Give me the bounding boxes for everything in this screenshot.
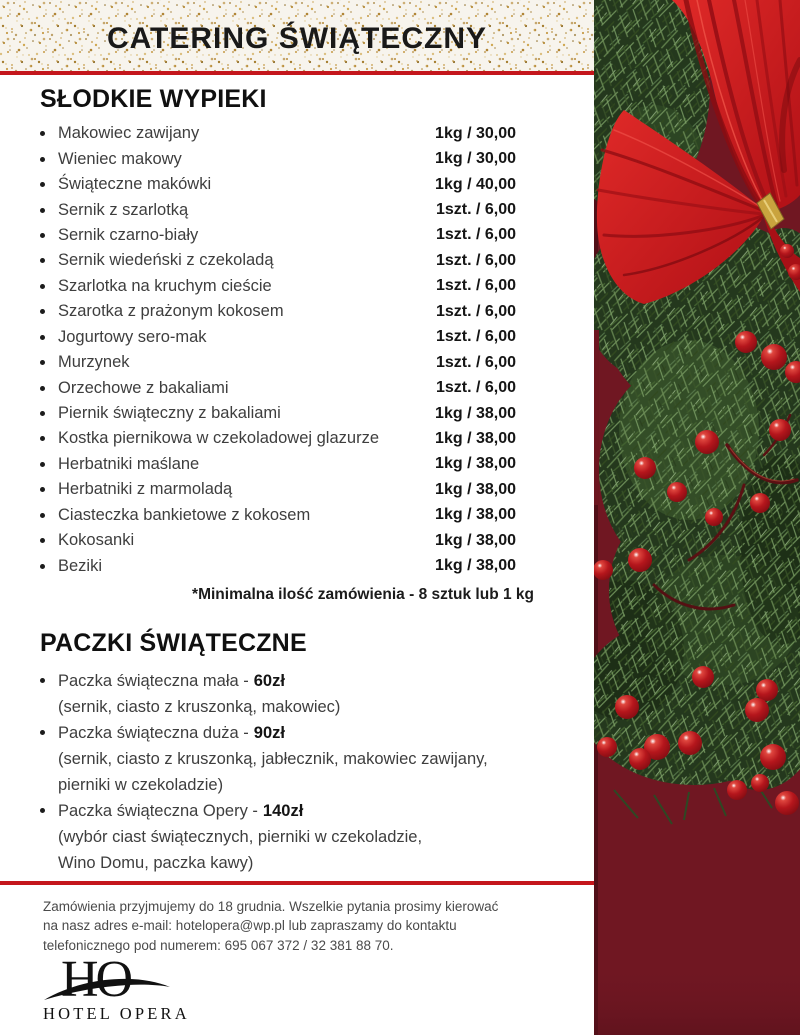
- bullet-icon: [40, 182, 45, 187]
- item-price: 1szt. / 6,00: [435, 379, 516, 397]
- item-name: Ciasteczka bankietowe z kokosem: [58, 505, 311, 524]
- item-name: Sernik czarno-biały: [58, 225, 199, 244]
- item-name: Jogurtowy sero-mak: [58, 327, 207, 346]
- bullet-icon: [40, 335, 45, 340]
- menu-item: [40, 503, 534, 528]
- item-price: 1kg / 38,00: [435, 404, 516, 422]
- menu-content: [40, 86, 534, 876]
- item-name: Beziki: [58, 556, 103, 575]
- menu-item: [40, 121, 534, 146]
- package-detail: Wino Domu, paczka kawy): [58, 853, 254, 872]
- menu-item: [40, 401, 534, 426]
- bullet-icon: [40, 564, 45, 569]
- item-price: 1kg / 38,00: [435, 429, 516, 447]
- item-name: Murzynek: [58, 353, 130, 372]
- package-price: 60zł: [253, 671, 285, 690]
- package-detail: (sernik, ciasto z kruszonką, makowiec): [58, 697, 341, 716]
- item-price: 1kg / 38,00: [435, 455, 516, 473]
- bullet-icon: [40, 513, 45, 518]
- wreath-photo: [594, 0, 800, 1035]
- menu-item: [40, 426, 534, 451]
- item-name: Orzechowe z bakaliami: [58, 378, 229, 397]
- item-price: 1kg / 40,00: [435, 175, 516, 193]
- bullet-icon: [40, 386, 45, 391]
- item-price: 1kg / 38,00: [435, 506, 516, 524]
- bullet-icon: [40, 411, 45, 416]
- menu-item: [40, 528, 534, 553]
- bullet-icon: [40, 233, 45, 238]
- logo-wordmark: HOTEL OPERA: [43, 1004, 190, 1023]
- item-price: 1kg / 38,00: [435, 557, 516, 575]
- item-price: 1szt. / 6,00: [435, 226, 516, 244]
- package-detail: pierniki w czekoladzie): [58, 775, 224, 794]
- bullet-icon: [40, 208, 45, 213]
- item-name: Sernik z szarlotką: [58, 200, 189, 219]
- menu-item: [40, 350, 534, 375]
- item-price: 1kg / 38,00: [435, 480, 516, 498]
- item-name: Kostka piernikowa w czekoladowej glazurze: [58, 429, 379, 448]
- contact-line: Zamówienia przyjmujemy do 18 grudnia. Wszelkie pytania prosimy kierować: [43, 899, 499, 914]
- bullet-icon: [40, 157, 45, 162]
- packages-list: [40, 668, 534, 876]
- package-price: 90zł: [253, 723, 285, 742]
- logo-monogram: HO: [61, 951, 131, 1006]
- menu-item: [40, 274, 534, 299]
- bullet-icon: [40, 284, 45, 289]
- item-price: 1szt. / 6,00: [435, 277, 516, 295]
- contact-info: [43, 897, 498, 955]
- menu-item: [40, 197, 534, 222]
- item-price: 1szt. / 6,00: [435, 328, 516, 346]
- menu-item: [40, 553, 534, 578]
- bullet-icon: [40, 462, 45, 467]
- item-name: Świąteczne makówki: [58, 175, 212, 194]
- package-detail: (wybór ciast świątecznych, pierniki w czekoladzie,: [58, 827, 423, 846]
- menu-item: [40, 325, 534, 350]
- menu-item: [40, 299, 534, 324]
- top-divider: [0, 71, 594, 75]
- item-name: Wieniec makowy: [58, 149, 182, 168]
- menu-item: [40, 146, 534, 171]
- section-heading-sweets: SŁODKIE WYPIEKI: [40, 85, 267, 113]
- item-name: Herbatniki maślane: [58, 454, 200, 473]
- menu-item: [40, 452, 534, 477]
- contact-line: na nasz adres e-mail: hotelopera@wp.pl lub zapraszamy do kontaktu: [43, 918, 457, 934]
- item-name: Makowiec zawijany: [58, 124, 200, 143]
- package-name: Paczka świąteczna duża -: [58, 723, 249, 742]
- menu-item: [40, 223, 534, 248]
- bullet-icon: [40, 808, 45, 813]
- item-name: Szarotka z prażonym kokosem: [58, 302, 284, 321]
- page-title: CATERING ŚWIĄTECZNY: [106, 21, 488, 55]
- bullet-icon: [40, 131, 45, 136]
- package-item: [40, 668, 534, 720]
- menu-item: [40, 248, 534, 273]
- bullet-icon: [40, 436, 45, 441]
- item-price: 1kg / 30,00: [435, 150, 516, 168]
- package-item: [40, 798, 534, 876]
- menu-item: [40, 375, 534, 400]
- bullet-icon: [40, 487, 45, 492]
- item-price: 1kg / 38,00: [435, 531, 516, 549]
- item-price: 1kg / 30,00: [435, 124, 516, 142]
- package-detail: (sernik, ciasto z kruszonką, jabłecznik, makowiec zawijany,: [58, 749, 488, 768]
- item-price: 1szt. / 6,00: [435, 201, 516, 219]
- item-price: 1szt. / 6,00: [435, 251, 516, 269]
- minimum-order-note: *Minimalna ilość zamówienia - 8 sztuk lub 1 kg: [192, 585, 534, 603]
- item-name: Szarlotka na kruchym cieście: [58, 276, 272, 295]
- header: [0, 0, 594, 71]
- menu-item: [40, 477, 534, 502]
- section-heading-packages: PACZKI ŚWIĄTECZNE: [40, 628, 307, 657]
- bullet-icon: [40, 730, 45, 735]
- hotel-opera-logo: [41, 948, 173, 1006]
- item-name: Herbatniki z marmoladą: [58, 480, 233, 499]
- item-price: 1szt. / 6,00: [435, 353, 516, 371]
- bullet-icon: [40, 360, 45, 365]
- item-name: Sernik wiedeński z czekoladą: [58, 251, 274, 270]
- menu-item: [40, 172, 534, 197]
- contact-line: telefonicznego pod numerem: 695 067 372 / 32 381 88 70.: [43, 937, 394, 953]
- bullet-icon: [40, 309, 45, 314]
- bottom-divider: [0, 881, 594, 885]
- sweets-list: [40, 121, 534, 579]
- item-name: Kokosanki: [58, 531, 135, 550]
- item-name: Piernik świąteczny z bakaliami: [58, 404, 281, 423]
- bullet-icon: [40, 538, 45, 543]
- item-price: 1szt. / 6,00: [435, 302, 516, 320]
- package-name: Paczka świąteczna Opery -: [58, 801, 258, 820]
- package-name: Paczka świąteczna mała -: [58, 671, 249, 690]
- package-price: 140zł: [262, 801, 304, 820]
- bullet-icon: [40, 678, 45, 683]
- bullet-icon: [40, 258, 45, 263]
- package-item: [40, 720, 534, 798]
